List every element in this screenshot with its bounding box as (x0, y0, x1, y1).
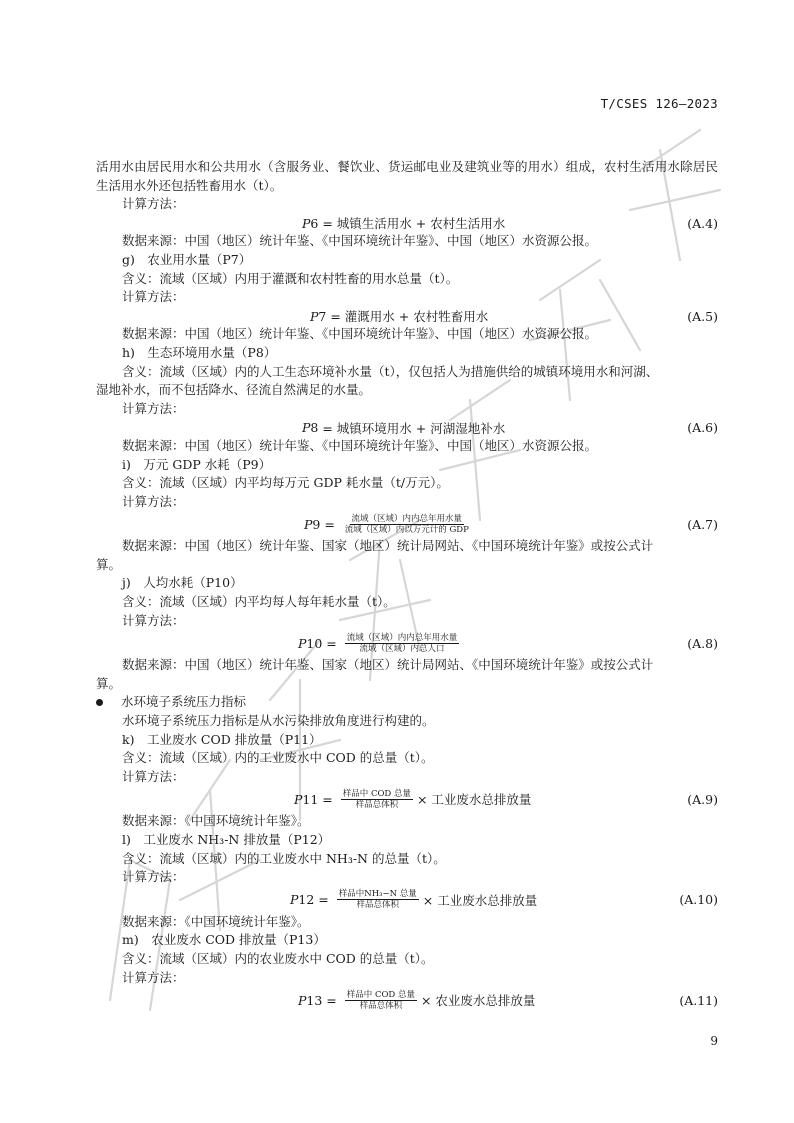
fraction-denominator: 样品总体积 (359, 1000, 403, 1011)
equation-number: (A.8) (687, 635, 718, 651)
formula-row (96, 307, 718, 326)
text-line: 含义：流域（区域）内用于灌溉和农村牲畜的用水总量（t）。 (122, 270, 459, 286)
formula-variable-index: 8 (310, 420, 319, 436)
formula-variable: P (302, 420, 311, 436)
text-line: 数据来源：中国（地区）统计年鉴、国家（地区）统计局网站、《中国环境统计年鉴》或按公式计 (122, 538, 654, 554)
text-line: 计算方法： (122, 869, 185, 885)
formula-tail: × 工业废水总排放量 (422, 892, 538, 908)
text-line: 数据来源：《中国环境统计年鉴》。 (122, 813, 310, 829)
text-line: 计算方法： (122, 400, 185, 416)
bullet-icon (96, 699, 103, 706)
formula-row (96, 987, 718, 1013)
text-line: 数据来源：《中国环境统计年鉴》。 (122, 913, 310, 929)
formula-expression (310, 307, 488, 326)
fraction (345, 990, 417, 1011)
fraction-denominator: 流域（区域）内以万元计的 GDP (344, 524, 469, 535)
text-line: 数据来源：中国（地区）统计年鉴、《中国环境统计年鉴》、中国（地区）水资源公报。 (122, 326, 598, 342)
formula-variable-index: 6 (310, 215, 319, 231)
text-line: i) 万元 GDP 水耗（P9） (122, 456, 272, 472)
formula-expression (302, 214, 505, 233)
fraction-numerator: 样品中 COD 总量 (342, 788, 411, 799)
formula-body: = 城镇环境用水 + 河湖湿地补水 (318, 420, 506, 436)
formula-variable-index: 10 (306, 635, 323, 651)
formula-body: = 城镇生活用水 + 农村生活用水 (318, 216, 506, 232)
fraction-denominator: 流域（区域）内总人口 (359, 643, 445, 654)
formula-expression: P 11 = $\frac{\text{样品中 COD 总量}}{\text{样品总体积}}$ × 工业废水总排放量 (294, 788, 532, 810)
text-line: 数据来源：中国（地区）统计年鉴、《中国环境统计年鉴》、中国（地区）水资源公报。 (122, 233, 598, 249)
text-line: 计算方法： (122, 196, 185, 212)
equation-number: (A.6) (687, 420, 718, 436)
page-number: 9 (710, 1034, 718, 1048)
formula-variable-index: 13 (306, 992, 323, 1008)
formula-variable: P (294, 791, 303, 807)
formula-expression: P 12 = $\frac{\text{样品中NH₃−N 总量}}{\text{样品总体积}}$ × 工业废水总排放量 (290, 889, 538, 911)
formula-expression: P 13 = $\frac{\text{样品中 COD 总量}}{\text{样品总体积}}$ × 农业废水总排放量 (298, 989, 536, 1011)
text-line: 数据来源：中国（地区）统计年鉴、国家（地区）统计局网站、《中国环境统计年鉴》或按公式计 (122, 657, 654, 673)
fraction-numerator: 流域（区域）内内总年用水量 (351, 513, 463, 524)
fraction-denominator: 样品总体积 (356, 900, 400, 911)
equation-number: (A.9) (687, 791, 718, 807)
text-line: 含义：流域（区域）内平均每人每年耗水量（t）。 (122, 594, 396, 610)
text-line: 含义：流域（区域）内的工业废水中 COD 的总量（t）。 (122, 750, 434, 766)
formula-variable-index: 7 (318, 308, 327, 324)
text-line: 计算方法： (122, 969, 185, 985)
fraction (343, 514, 471, 535)
text-line: 算。 (96, 675, 122, 691)
formula-variable: P (302, 215, 311, 231)
equation-number: (A.5) (687, 308, 718, 324)
fraction (345, 633, 460, 654)
formula-variable: P (290, 892, 299, 908)
fraction-numerator: 样品中 COD 总量 (346, 989, 415, 1000)
fraction-denominator: 样品总体积 (355, 799, 399, 810)
formula-row (96, 214, 718, 233)
text-line: h) 生态环境用水量（P8） (122, 344, 277, 360)
text-line: 计算方法： (122, 493, 185, 509)
bullet-heading (96, 693, 718, 712)
formula-variable-index: 12 (298, 892, 315, 908)
text-line: 湿地补水，而不包括降水、径流自然满足的水量。 (96, 382, 372, 398)
text-line: j) 人均水耗（P10） (122, 575, 243, 591)
text-line: 含义：流域（区域）内的工业废水中 NH₃-N 的总量（t）。 (122, 850, 446, 866)
text-line: 计算方法： (122, 612, 185, 628)
text-line: 含义：流域（区域）内的人工生态环境补水量（t），仅包括人为措施供给的城镇环境用水和河湖、 (122, 363, 659, 379)
text-line: g) 农业用水量（P7） (122, 251, 252, 267)
formula-variable: P (310, 308, 319, 324)
text-line: 数据来源：中国（地区）统计年鉴、《中国环境统计年鉴》、中国（地区）水资源公报。 (122, 437, 598, 453)
equation-number: (A.4) (687, 215, 718, 231)
formula-row (96, 887, 718, 913)
text-line: m) 农业废水 COD 排放量（P13） (122, 932, 326, 948)
formula-row (96, 786, 718, 812)
text-line: 活用水由居民用水和公共用水（含服务业、餐饮业、货运邮电业及建筑业等的用水）组成，农村生活用水除居民生活用水外还包括牲畜用水（t）。 (96, 159, 718, 193)
formula-tail: × 工业废水总排放量 (416, 792, 532, 808)
formula-expression (302, 418, 505, 437)
formula-variable-index: 11 (302, 791, 319, 807)
formula-expression: P 10 = $\frac{\text{流域（区域）内内总年用水量}}{\text{流域（区域）内总人口}}$ (298, 632, 458, 654)
formula-body: = 灌溉用水 + 农村牲畜用水 (326, 309, 489, 325)
formula-row (96, 418, 718, 437)
formula-expression: P 9 = $\frac{\text{流域（区域）内内总年用水量}}{\text{流域（区域）内以万元计的 GDP}}$ (304, 513, 469, 535)
bullet-heading-text: 水环境子系统压力指标 (121, 694, 247, 710)
text-line: 含义：流域（区域）内的农业废水中 COD 的总量（t）。 (122, 950, 434, 966)
text-line: k) 工业废水 COD 排放量（P11） (122, 731, 322, 747)
formula-variable: P (304, 516, 313, 532)
text-line: 算。 (96, 556, 122, 572)
formula-variable: P (298, 992, 307, 1008)
text-line: 计算方法： (122, 289, 185, 305)
text-line: 水环境子系统压力指标是从水污染排放角度进行构建的。 (122, 713, 435, 729)
equation-number: (A.7) (687, 516, 718, 532)
fraction (341, 789, 413, 810)
equation-number: (A.11) (679, 992, 718, 1008)
formula-row (96, 511, 718, 537)
formula-tail: × 农业废水总排放量 (420, 993, 536, 1009)
equation-number: (A.10) (679, 892, 718, 908)
text-line: l) 工业废水 NH₃-N 排放量（P12） (122, 832, 331, 847)
formula-variable-index: 9 (312, 516, 321, 532)
document-body (96, 158, 718, 1013)
formula-row (96, 630, 718, 656)
fraction (337, 889, 419, 910)
text-line: 计算方法： (122, 768, 185, 784)
formula-variable: P (298, 635, 307, 651)
document-code: T/CSES 126—2023 (600, 96, 718, 111)
fraction-numerator: 流域（区域）内内总年用水量 (346, 632, 458, 643)
text-line: 含义：流域（区域）内平均每万元 GDP 耗水量（t/万元）。 (122, 475, 449, 491)
fraction-numerator: 样品中NH₃−N 总量 (338, 889, 417, 900)
